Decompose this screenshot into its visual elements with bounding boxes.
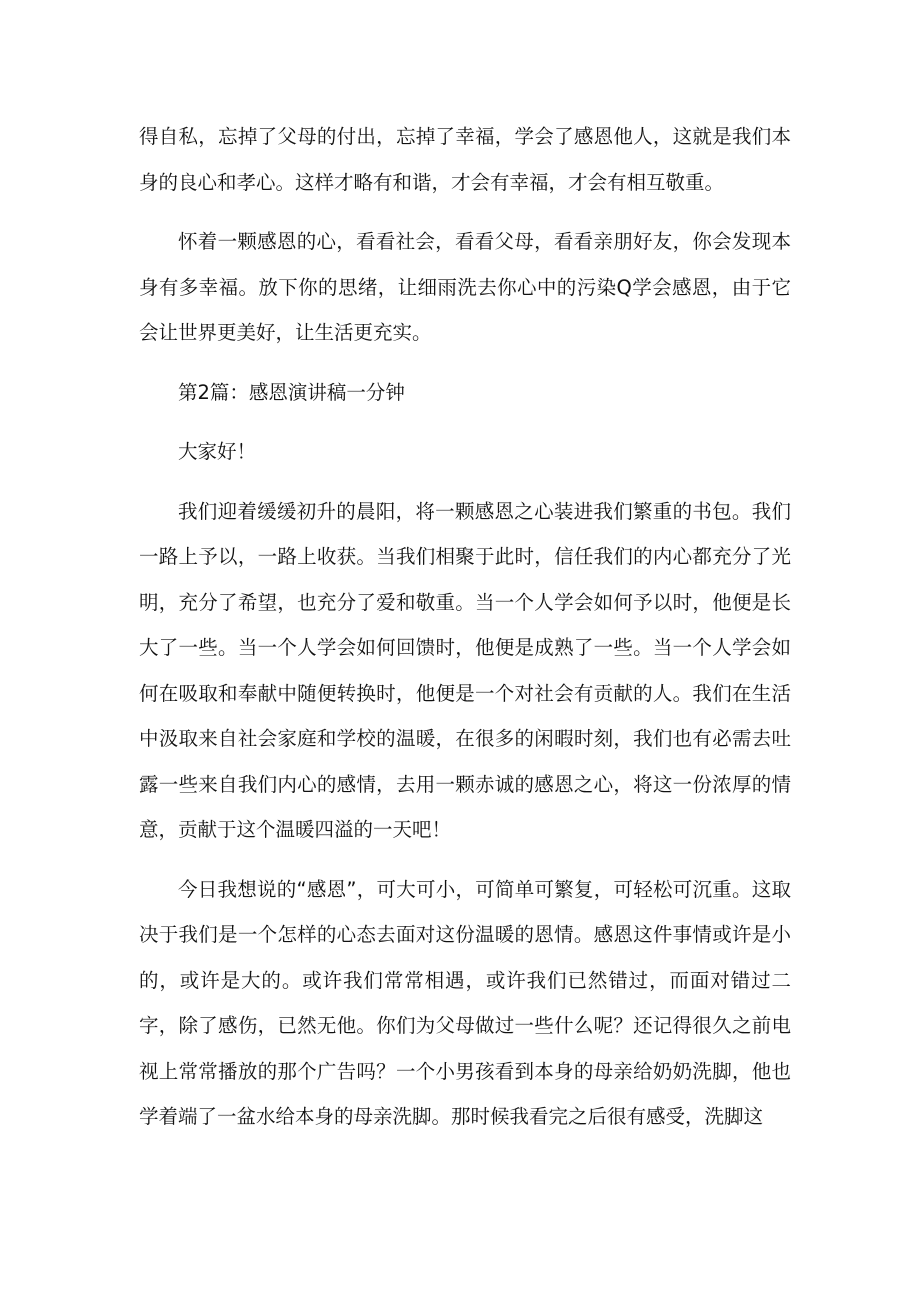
- greeting: 大家好！: [178, 440, 257, 463]
- document-body: [139, 114, 791, 1154]
- paragraph-morning-sun: 我们迎着缓缓初升的晨阳，将一颗感恩之心装进我们繁重的书包。我们一路上予以，一路上收获。当我们相聚于此时，信任我们的内心都充分了光明，充分了希望，也充分了爱和敬重。当一个人学会如何予以时，他便是长大了一些。当一个人学会如何回馈时，他便是成熟了一些。当一个人学会如何在吸取和奉献中随便转换时，他便是一个对社会有贡献的人。我们在生活中汲取来自社会家庭和学校的温暖，在很多的闲暇时刻，我们也有必需去吐露一些来自我们内心的感情，去用一颗赤诚的感恩之心，将这一份浓厚的情意，贡献于这个温暖四溢的一天吧！: [139, 499, 791, 841]
- section-heading: 第2篇：感恩演讲稿一分钟: [178, 380, 405, 404]
- paragraph-today-gratitude: 今日我想说的“感恩”，可大可小，可简单可繁复，可轻松可沉重。这取决于我们是一个怎样的心态去面对这份温暖的恩情。感恩这件事情或许是小的，或许是大的。或许我们常常相遇，或许我们已然错过，而面对错过二字，除了感伤，已然无他。你们为父母做过一些什么呢？还记得很久之前电视上常常播放的那个广告吗？一个小男孩看到本身的母亲给奶奶洗脚，他也学着端了一盆水给本身的母亲洗脚。那时候我看完之后很有感受，洗脚这: [139, 877, 791, 1128]
- paragraph-gratitude-heart: 怀着一颗感恩的心，看看社会，看看父母，看看亲朋好友，你会发现本身有多幸福。放下你的思绪，让细雨洗去你心中的污染Q学会感恩，由于它会让世界更美好，让生活更充实。: [139, 230, 791, 344]
- paragraph-continuation: 得自私，忘掉了父母的付出，忘掉了幸福，学会了感恩他人，这就是我们本身的良心和孝心。这样才略有和谐，才会有幸福，才会有相互敬重。: [139, 125, 791, 194]
